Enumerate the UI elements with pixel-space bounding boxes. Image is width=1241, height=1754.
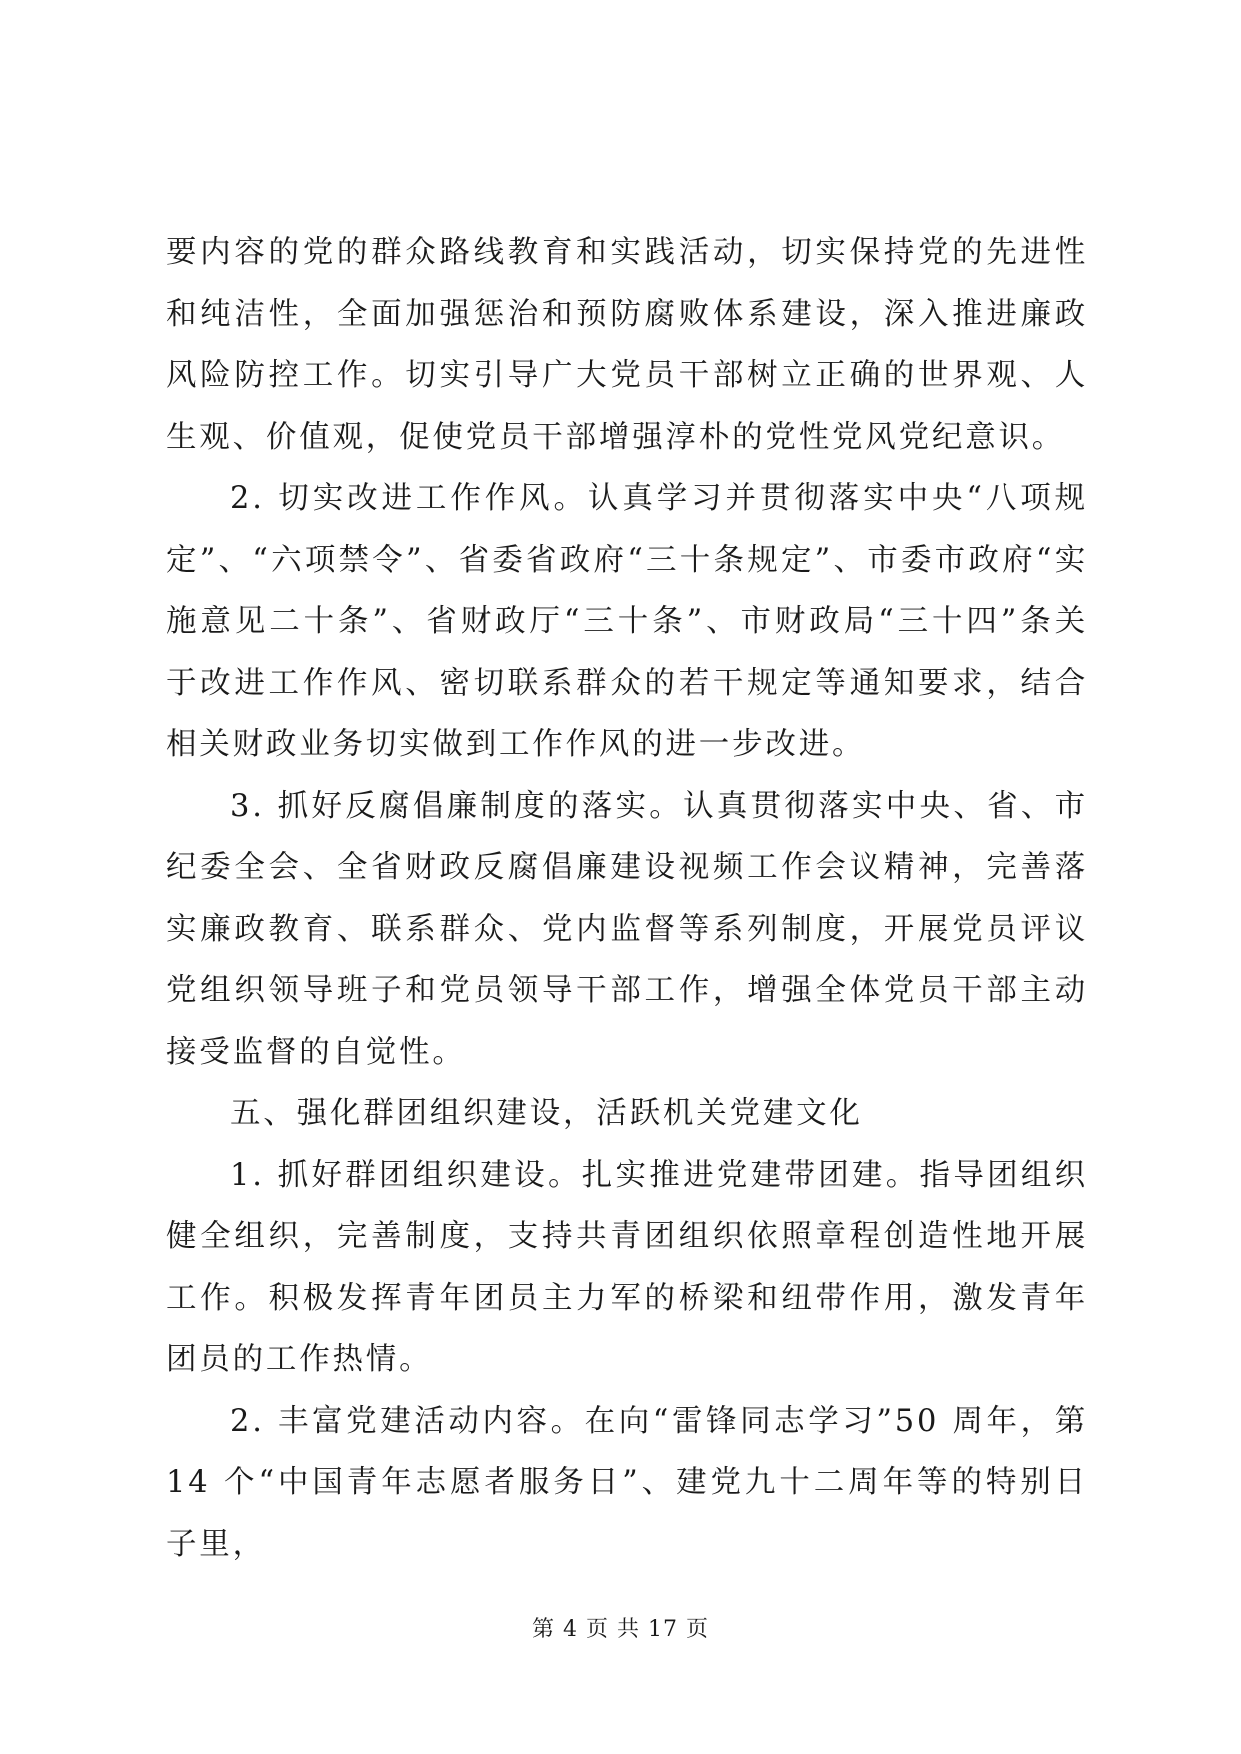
section-heading-five: 五、强化群团组织建设，活跃机关党建文化	[230, 1096, 863, 1131]
paragraph-continuation: 要内容的党的群众路线教育和实践活动，切实保持党的先进性和纯洁性，全面加强惩治和预防腐败体系建设，深入推进廉政风险防控工作。切实引导广大党员干部树立正确的世界观、人生观、价值观，促使党员干部增强淳朴的党性党风党纪意识。	[166, 235, 1088, 455]
document-body	[166, 222, 1088, 1575]
paragraph-anti-corruption-system: 3. 抓好反腐倡廉制度的落实。认真贯彻落实中央、省、市纪委全会、全省财政反腐倡廉建设视频工作会议精神，完善落实廉政教育、联系群众、党内监督等系列制度，开展党员评议党组织领导班子和党员领导干部工作，增强全体党员干部主动接受监督的自觉性。	[166, 788, 1088, 1070]
paragraph-party-activities: 2. 丰富党建活动内容。在向“雷锋同志学习”50 周年，第 14 个“中国青年志愿者服务日”、建党九十二周年等的特别日子里，	[166, 1403, 1088, 1562]
paragraph-improve-work-style: 2. 切实改进工作作风。认真学习并贯彻落实中央“八项规定”、“六项禁令”、省委省政府“三十条规定”、市委市政府“实施意见二十条”、省财政厅“三十条”、市财政局“三十四”条关于改进工作作风、密切联系群众的若干规定等通知要求，结合相关财政业务切实做到工作作风的进一步改进。	[166, 481, 1088, 762]
paragraph-mass-organization: 1. 抓好群团组织建设。扎实推进党建带团建。指导团组织健全组织，完善制度，支持共青团组织依照章程创造性地开展工作。积极发挥青年团员主力军的桥梁和纽带作用，激发青年团员的工作热情。	[166, 1157, 1088, 1377]
page-number-footer: 第 4 页 共 17 页	[532, 1617, 709, 1642]
